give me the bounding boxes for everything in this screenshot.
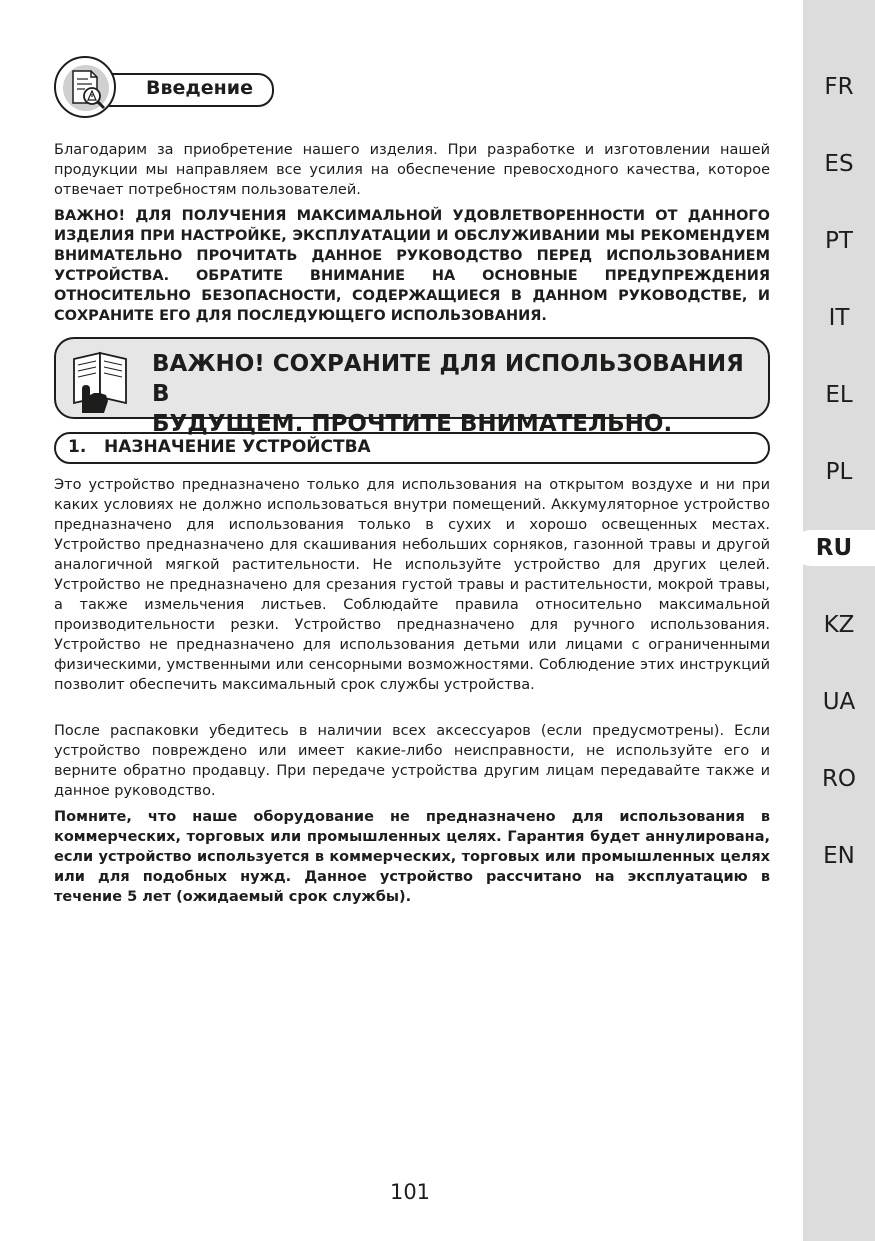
- section-title: НАЗНАЧЕНИЕ УСТРОЙСТВА: [104, 437, 371, 457]
- lang-tab-ro[interactable]: RO: [821, 766, 857, 792]
- intro-badge: [54, 56, 274, 118]
- unpacking-paragraph: После распаковки убедитесь в наличии всех аксессуаров (если предусмотрены). Если устройство повреждено или имеет какие-либо неисправности, не используйте его и верните обратно продавцу. При передаче устройства другим лицам передавайте также и данное руководство.: [54, 723, 770, 799]
- lang-tab-kz[interactable]: KZ: [823, 612, 855, 638]
- lang-tab-pl[interactable]: PL: [825, 459, 853, 485]
- intro-circle: [54, 56, 116, 118]
- intro-label: Введение: [146, 77, 253, 99]
- important-title-line2: БУДУЩЕМ. ПРОЧТИТЕ ВНИМАТЕЛЬНО.: [152, 411, 673, 437]
- lang-tab-pt[interactable]: PT: [825, 228, 853, 254]
- section-heading: [54, 432, 770, 464]
- important-notice-box: [54, 337, 770, 437]
- section-number: 1.: [68, 437, 87, 457]
- lang-tab-ru[interactable]: RU: [793, 530, 875, 566]
- intro-paragraph: Благодарим за приобретение нашего изделия. При разработке и изготовлении нашей продукции мы направляем все усилия на обеспечение превосходного качества, которое отвечает потребностям пользователей.: [54, 142, 770, 198]
- important-title: [152, 349, 752, 439]
- lang-tab-en[interactable]: EN: [823, 843, 855, 869]
- intro-warning: ВАЖНО! ДЛЯ ПОЛУЧЕНИЯ МАКСИМАЛЬНОЙ УДОВЛЕТВОРЕННОСТИ ОТ ДАННОГО ИЗДЕЛИЯ ПРИ НАСТРОЙКЕ, ЭКСПЛУАТАЦИИ И ОБСЛУЖИВАНИИ МЫ РЕКОМЕНДУЕМ ВНИМАТЕЛЬНО ПРОЧИТАТЬ ДАННОЕ РУКОВОДСТВО ПЕРЕД ИСПОЛЬЗОВАНИЕМ УСТРОЙСТВА. ОБРАТИТЕ ВНИМАНИЕ НА ОСНОВНЫЕ ПРЕДУПРЕЖДЕНИЯ ОТНОСИТЕЛЬНО БЕЗОПАСНОСТИ, СОДЕРЖАЩИЕСЯ В ДАННОМ РУКОВОДСТВЕ, И СОХРАНИТЕ ЕГО ДЛЯ ПОСЛЕДУЮЩЕГО ИСПОЛЬЗОВАНИЯ.: [54, 208, 770, 324]
- language-sidebar: [803, 0, 875, 1241]
- intro-pill: [94, 73, 274, 107]
- purpose-paragraph: Это устройство предназначено только для использования на открытом воздухе и ни при каких условиях не должно использоваться внутри помещений. Аккумуляторное устройство предназначено для использования только в сухих и хорошо освещенных местах. Устройство предназначено для скашивания небольших сорняков, газонной травы и другой аналогичной мягкой растительности. Не используйте устройство для других целей. Устройство не предназначено для срезания густой травы и растительности, мокрой травы, а также измельчения листьев. Соблюдайте правила относительно максимальной производительности резки. Устройство предназначено для ручного использования. Устройство не предназначено для использования детьми или лицами с ограниченными физическими, умственными или сенсорными возможностями. Соблюдение этих инструкций позволит обеспечить максимальный срок службы устройства.: [54, 477, 770, 693]
- lang-tab-ua[interactable]: UA: [822, 689, 856, 715]
- commercial-use-paragraph: Помните, что наше оборудование не предназначено для использования в коммерческих, торговых или промышленных целях. Гарантия будет аннулирована, если устройство используется в коммерческих, торговых или промышленных целях или для подобных нужд. Данное устройство рассчитано на эксплуатацию в течение 5 лет (ожидаемый срок службы).: [54, 809, 770, 905]
- important-title-line1: ВАЖНО! СОХРАНИТЕ ДЛЯ ИСПОЛЬЗОВАНИЯ В: [152, 351, 744, 407]
- lang-tab-it[interactable]: IT: [828, 305, 850, 331]
- lang-tab-es[interactable]: ES: [824, 151, 854, 177]
- lang-tab-fr[interactable]: FR: [824, 74, 854, 100]
- page-number: 101: [389, 1180, 431, 1204]
- lang-tab-el[interactable]: EL: [825, 382, 853, 408]
- document-warning-icon: [61, 63, 111, 113]
- read-manual-icon: [68, 345, 138, 415]
